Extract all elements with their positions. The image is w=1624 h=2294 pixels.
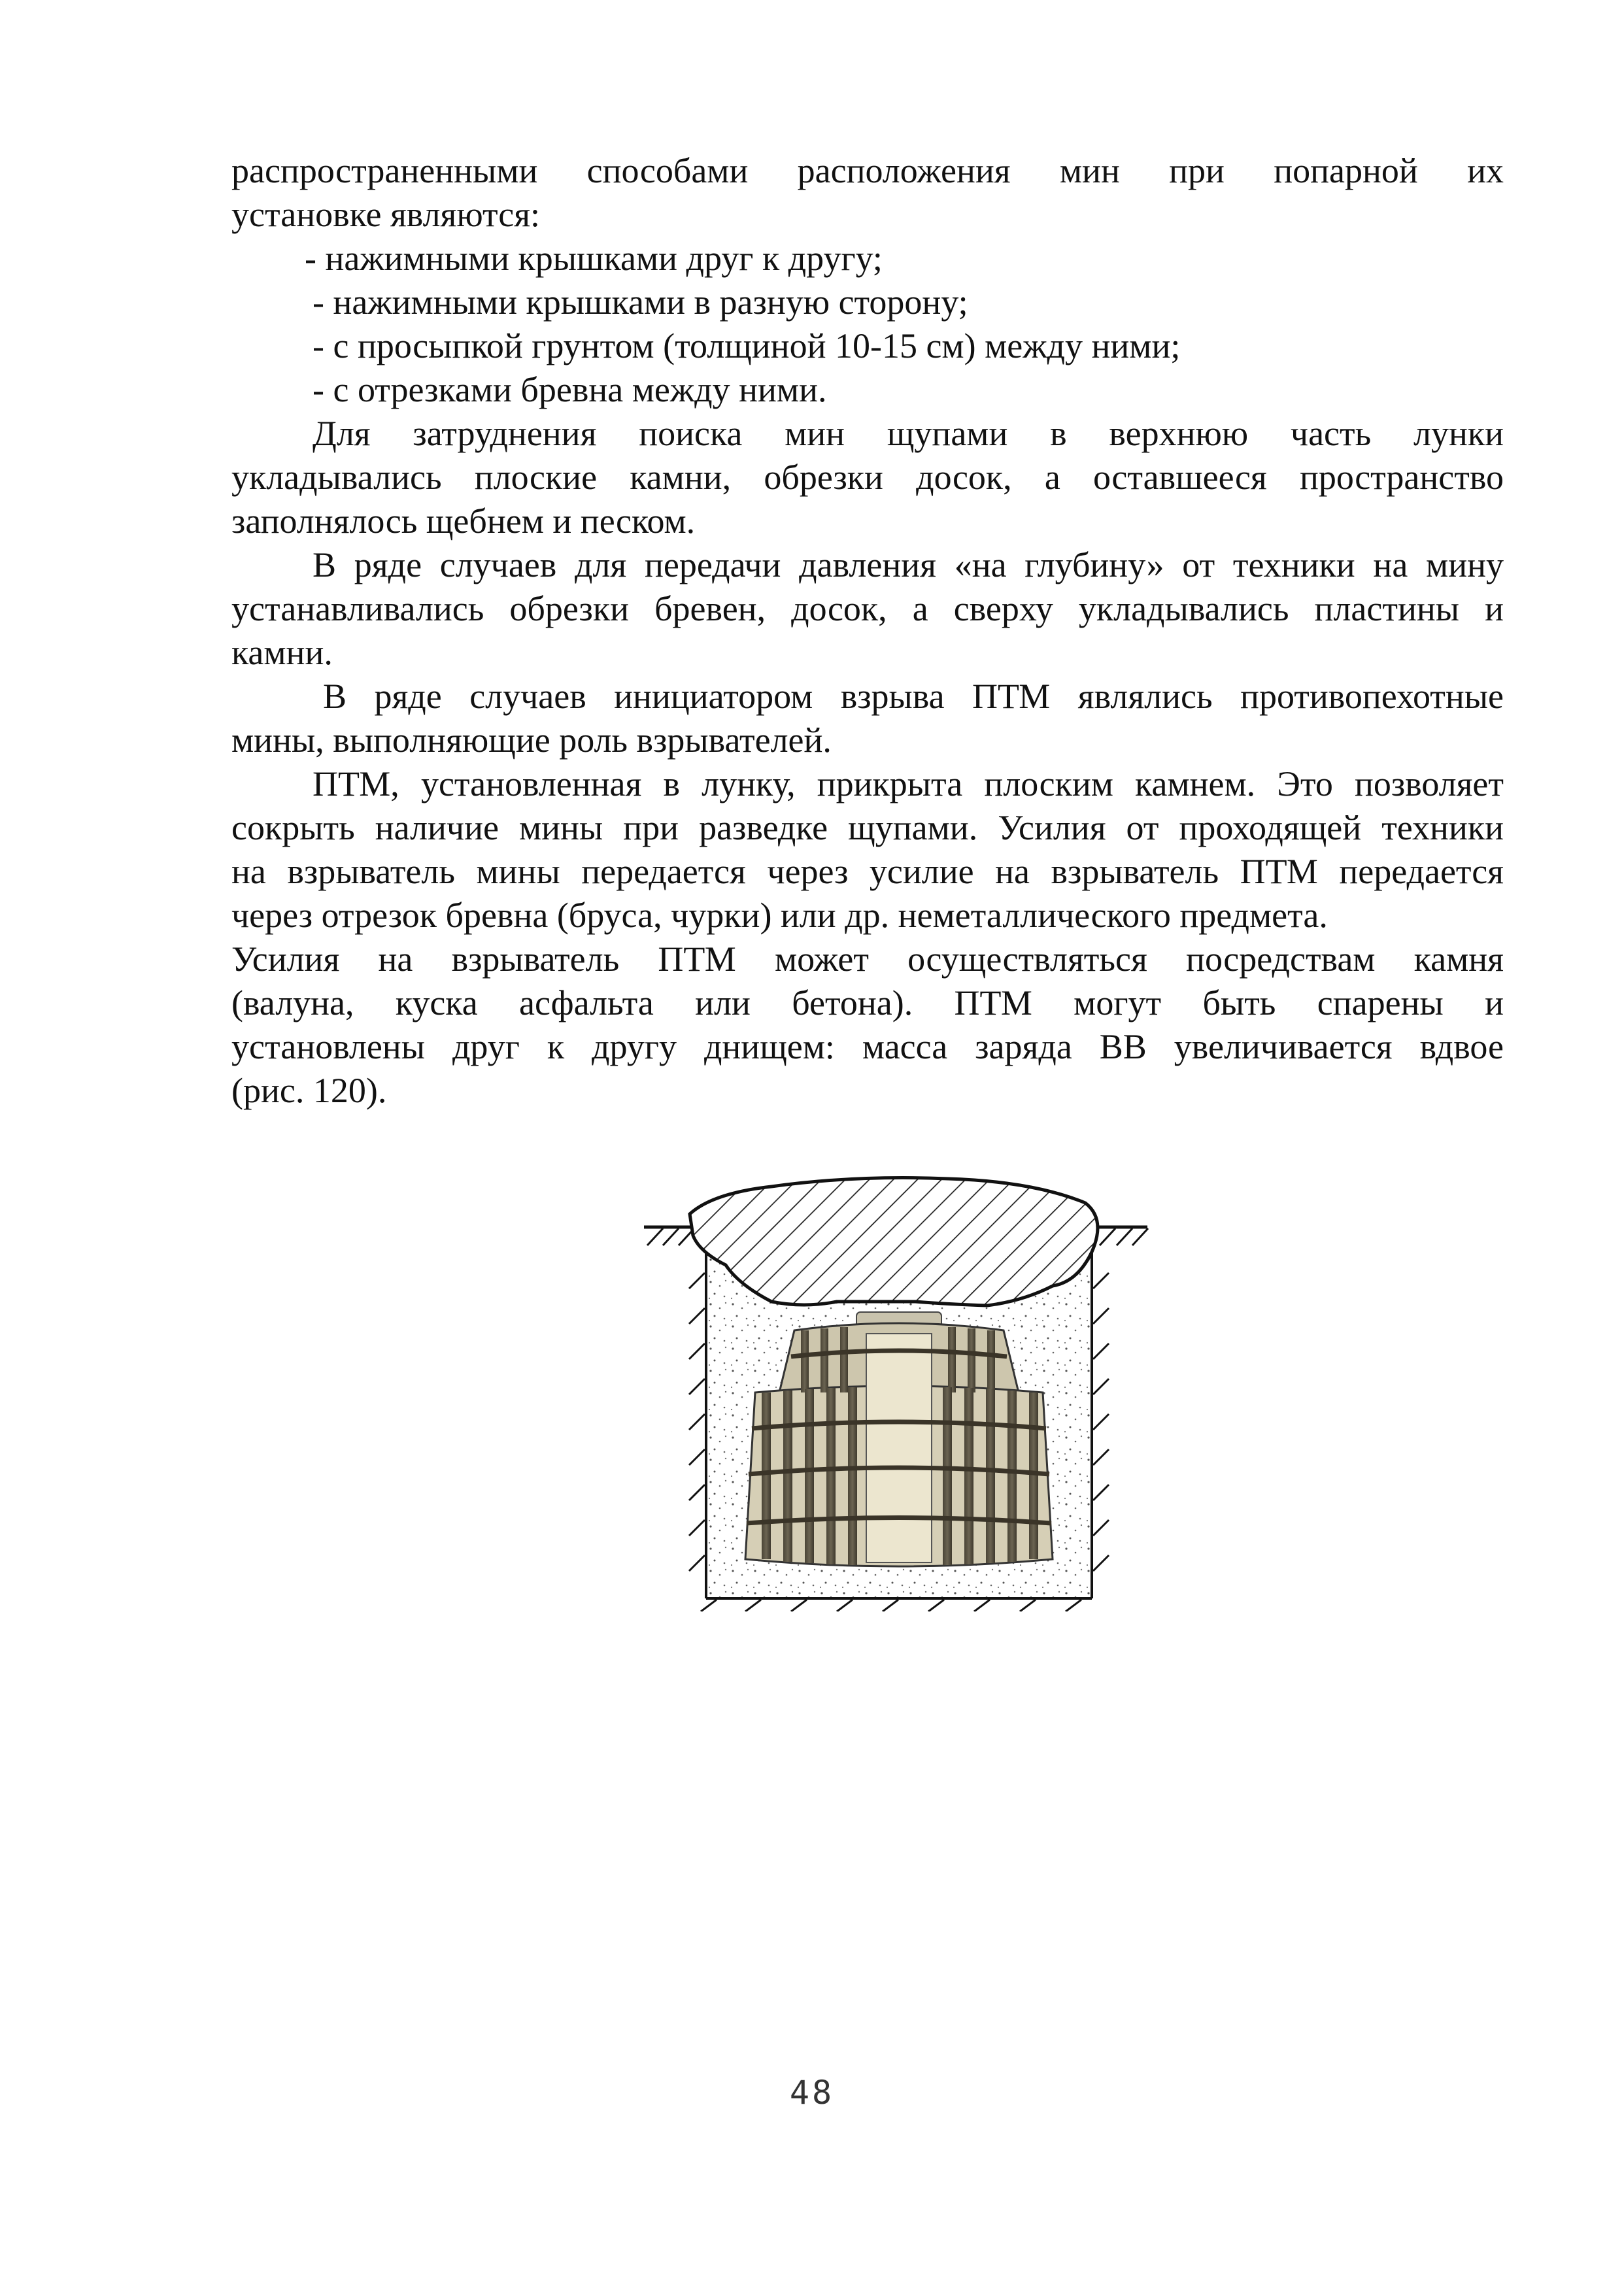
paragraph-line: сокрыть наличие мины при разведке щупами. Усилия от проходящей техники <box>231 808 1504 847</box>
paragraph-line: (валуна, куска асфальта или бетона). ПТМ могут быть спарены и <box>231 983 1504 1022</box>
body-text <box>231 149 1504 1113</box>
paragraph-line: В ряде случаев для передачи давления «на глубину» от техники на мину <box>313 545 1504 584</box>
paragraph-line: через отрезок бревна (бруса, чурки) или др. неметаллического предмета. <box>231 896 1328 935</box>
page-number: 48 <box>789 2074 835 2112</box>
list-item: - нажимными крышками в разную сторону; <box>313 282 968 322</box>
list-item: - с просыпкой грунтом (толщиной 10-15 см) между ними; <box>313 326 1181 365</box>
paragraph-line: камни. <box>231 633 333 672</box>
paragraph-line: мины, выполняющие роль взрывателей. <box>231 720 832 760</box>
mine-in-pit-figure <box>641 1167 1151 1611</box>
paragraph-line: укладывались плоские камни, обрезки досок, а оставшееся пространство <box>231 458 1504 497</box>
list-item: - с отрезками бревна между ними. <box>313 370 827 409</box>
intro-line: распространенными способами расположения мин при попарной их <box>231 151 1504 190</box>
paragraph-line: устанавливались обрезки бревен, досок, а сверху укладывались пластины и <box>231 589 1504 628</box>
paragraph-line: Для затруднения поиска мин щупами в верхнюю часть лунки <box>313 414 1504 453</box>
intro-line: установке являются: <box>231 195 541 234</box>
paragraph-line: Усилия на взрыватель ПТМ может осуществляться посредствам камня <box>231 939 1504 979</box>
paragraph-line: (рис. 120). <box>231 1071 387 1110</box>
paragraph-line: на взрыватель мины передается через усилие на взрыватель ПТМ передается <box>231 852 1504 891</box>
paragraph-line: установлены друг к другу днищем: масса заряда ВВ увеличивается вдвое <box>231 1027 1504 1066</box>
flat-stone <box>690 1178 1098 1306</box>
paragraph-line: ПТМ, установленная в лунку, прикрыта плоским камнем. Это позволяет <box>313 764 1504 803</box>
list-item: - нажимными крышками друг к другу; <box>305 239 883 278</box>
anti-tank-mine-icon <box>745 1312 1053 1566</box>
paragraph-line: заполнялось щебнем и песком. <box>231 501 696 541</box>
paragraph-line: В ряде случаев инициатором взрыва ПТМ являлись противопехотные <box>323 677 1504 716</box>
